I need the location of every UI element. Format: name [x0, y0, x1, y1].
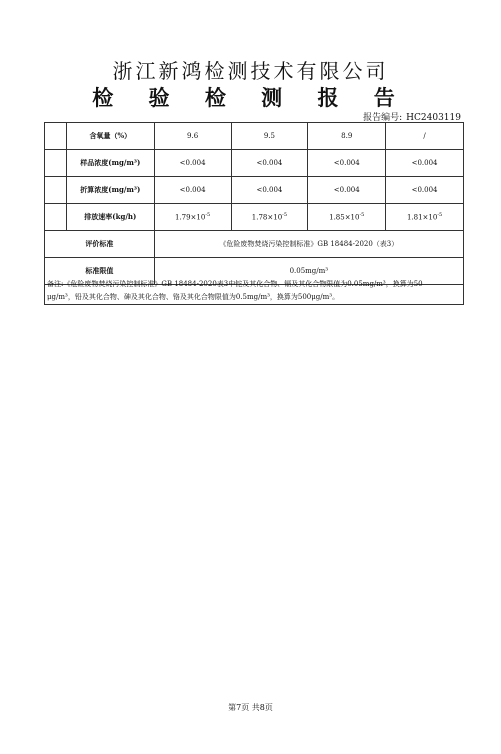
table-cell: <0.004 — [308, 177, 386, 204]
table-cell: <0.004 — [231, 177, 308, 204]
table-cell: <0.004 — [308, 150, 386, 177]
table-cell — [231, 204, 308, 231]
table-cell: 8.9 — [308, 123, 386, 150]
table-cell — [154, 204, 231, 231]
table-cell: 9.5 — [231, 123, 308, 150]
report-number-label: 报告编号: — [363, 113, 403, 123]
row-label: 样品浓度(mg/m³) — [66, 150, 154, 177]
table-cell: / — [386, 123, 464, 150]
row-label: 折算浓度(mg/m³) — [66, 177, 154, 204]
table-cell: <0.004 — [231, 150, 308, 177]
blank-cell — [45, 123, 67, 150]
table-cell: 9.6 — [154, 123, 231, 150]
table-cell: <0.004 — [386, 177, 464, 204]
remarks-line: 备注:《危险废物焚烧污染控制标准》GB 18484-2020表3中铊及其化合物、镉及其化合物限值为0.05mg/m³，换算为50 — [47, 280, 423, 288]
standard-value: 《危险废物焚烧污染控制标准》GB 18484-2020（表3） — [154, 231, 463, 258]
report-title: 检 验 检 测 报 告 — [92, 86, 409, 110]
table-cell: <0.004 — [154, 150, 231, 177]
blank-cell — [45, 177, 67, 204]
company-name: 浙江新鸿检测技术有限公司 — [112, 59, 389, 83]
table-cell — [308, 204, 386, 231]
rate-exponent: -5 — [282, 212, 288, 219]
table-cell — [386, 204, 464, 231]
blank-cell — [45, 204, 67, 231]
rate-mantissa: 1.78×10 — [251, 213, 283, 222]
rate-mantissa: 1.85×10 — [329, 213, 360, 222]
results-table — [44, 122, 464, 285]
table-row — [45, 204, 464, 231]
limit-value: 0.05mg/m³ — [154, 258, 463, 285]
limit-label: 标准限值 — [45, 258, 155, 285]
rate-mantissa: 1.79×10 — [174, 213, 206, 222]
rate-exponent: -5 — [437, 212, 443, 219]
table-row — [45, 150, 464, 177]
table-row — [45, 231, 464, 258]
remarks — [44, 278, 464, 305]
blank-cell — [45, 150, 67, 177]
rate-exponent: -5 — [359, 212, 365, 219]
remarks-line: μg/m³，铅及其化合物、砷及其化合物、铬及其化合物限值为0.5mg/m³，换算为500μg/m³。 — [47, 293, 340, 301]
standard-label: 评价标准 — [45, 231, 155, 258]
table-cell: <0.004 — [154, 177, 231, 204]
page-number: 第7页 共8页 — [228, 703, 273, 712]
report-number-value: HC2403119 — [406, 113, 461, 123]
table-row — [45, 177, 464, 204]
row-label: 含氧量（%） — [66, 123, 154, 150]
rate-mantissa: 1.81×10 — [406, 213, 438, 222]
table-cell: <0.004 — [386, 150, 464, 177]
row-label: 排放速率(kg/h) — [66, 204, 154, 231]
table-row — [45, 123, 464, 150]
rate-exponent: -5 — [205, 212, 211, 219]
